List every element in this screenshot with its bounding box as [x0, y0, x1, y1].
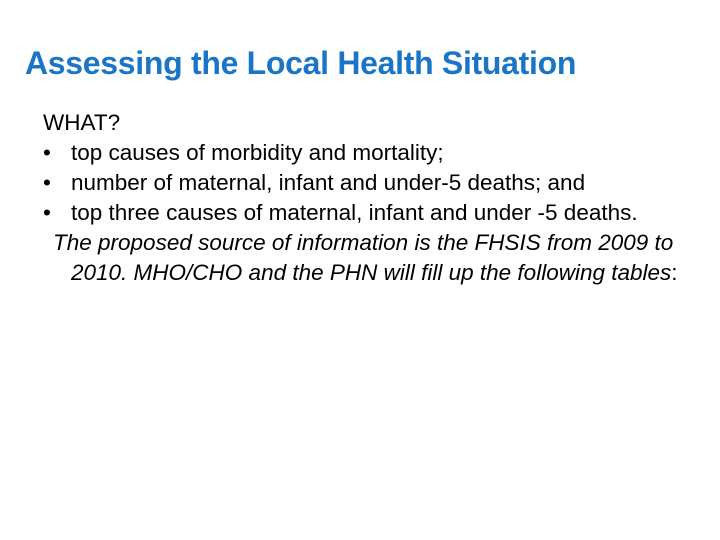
slide-title: Assessing the Local Health Situation — [25, 45, 577, 81]
bullet-item-death-causes — [43, 198, 693, 228]
what-heading: WHAT? — [43, 110, 121, 135]
bullet-text: number of maternal, infant and under-5 deaths; and — [71, 170, 586, 195]
bullet-dot-icon: • — [43, 140, 51, 165]
source-note-text: The proposed source of information is the FHSIS from 2009 to 2010. MHO/CHO and the PHN will fill up the following tables — [53, 230, 674, 285]
bullet-dot-icon: • — [43, 200, 51, 225]
bullet-item-morbidity-mortality — [43, 138, 693, 168]
source-note-colon: : — [671, 260, 678, 285]
bullet-item-deaths-count — [43, 168, 693, 198]
bullet-dot-icon: • — [43, 170, 51, 195]
bullet-list — [43, 138, 693, 228]
bullet-text: top causes of morbidity and mortality; — [71, 140, 444, 165]
slide-body — [43, 108, 693, 288]
bullet-text: top three causes of maternal, infant and under -5 deaths. — [71, 200, 638, 225]
source-note — [53, 228, 693, 288]
